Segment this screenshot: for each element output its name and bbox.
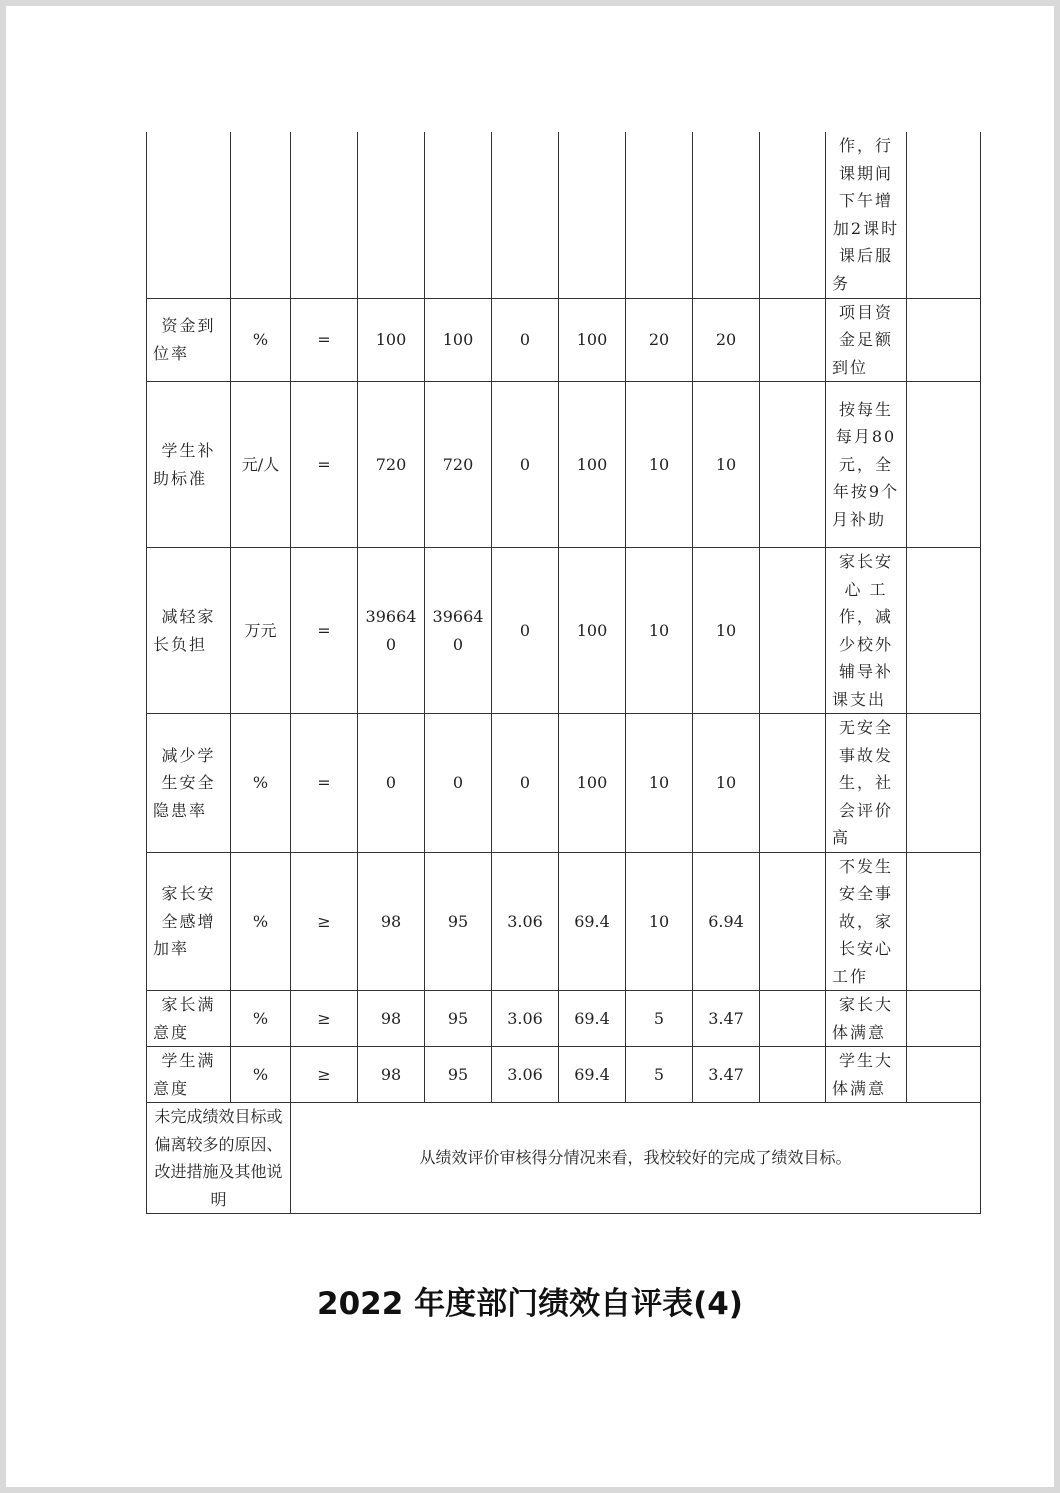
score-cell: 3.47	[693, 1047, 760, 1103]
note-cell: 家长安心 工作，减少校外辅导补课支出	[826, 548, 907, 714]
deviation-cell: 0	[492, 382, 559, 548]
operator-cell: =	[291, 382, 358, 548]
indicator-name: 资金到位率	[147, 298, 231, 382]
rate-cell: 69.4	[559, 852, 626, 991]
target-cell: 396640	[358, 548, 425, 714]
operator-cell: =	[291, 548, 358, 714]
operator-cell: ≥	[291, 991, 358, 1047]
unit-cell: %	[231, 852, 291, 991]
operator-cell: ≥	[291, 852, 358, 991]
note-cell: 不发生安全事故，家长安心工作	[826, 852, 907, 991]
table-row	[147, 991, 981, 1047]
target-cell: 98	[358, 1047, 425, 1103]
note-cell: 项目资金足额到位	[826, 298, 907, 382]
rate-cell: 100	[559, 714, 626, 853]
weight-cell: 10	[626, 382, 693, 548]
weight-cell: 5	[626, 991, 693, 1047]
table-row	[147, 714, 981, 853]
weight-cell: 10	[626, 548, 693, 714]
actual-cell: 95	[425, 1047, 492, 1103]
operator-cell: ≥	[291, 1047, 358, 1103]
unit-cell: 万元	[231, 548, 291, 714]
table-row	[147, 548, 981, 714]
weight-cell: 10	[626, 852, 693, 991]
deviation-cell: 0	[492, 714, 559, 853]
operator-cell: =	[291, 714, 358, 853]
note-cell: 按每生每月80元，全年按9个月补助	[826, 382, 907, 548]
rate-cell: 69.4	[559, 991, 626, 1047]
deviation-cell: 3.06	[492, 852, 559, 991]
table-row	[147, 298, 981, 382]
note-cell: 无安全事故发生，社会评价高	[826, 714, 907, 853]
table-row	[147, 1047, 981, 1103]
unit-cell: %	[231, 298, 291, 382]
summary-label: 未完成绩效目标或偏离较多的原因、改进措施及其他说明	[147, 1103, 291, 1214]
weight-cell: 10	[626, 714, 693, 853]
rate-cell: 100	[559, 298, 626, 382]
target-cell: 100	[358, 298, 425, 382]
actual-cell: 396640	[425, 548, 492, 714]
target-cell: 98	[358, 991, 425, 1047]
indicator-name: 减少学生安全隐患率	[147, 714, 231, 853]
unit-cell: %	[231, 714, 291, 853]
performance-table	[146, 132, 981, 1214]
score-cell: 3.47	[693, 991, 760, 1047]
page-title: 2022 年度部门绩效自评表(4)	[317, 1286, 743, 1322]
score-cell: 20	[693, 298, 760, 382]
actual-cell: 95	[425, 852, 492, 991]
score-cell: 10	[693, 714, 760, 853]
summary-row	[147, 1103, 981, 1214]
rate-cell: 100	[559, 548, 626, 714]
operator-cell: =	[291, 298, 358, 382]
actual-cell: 720	[425, 382, 492, 548]
target-cell: 98	[358, 852, 425, 991]
note-cell: 学生大体满意	[826, 1047, 907, 1103]
document-page	[6, 6, 1054, 1487]
deviation-cell: 0	[492, 298, 559, 382]
actual-cell: 0	[425, 714, 492, 853]
score-cell: 6.94	[693, 852, 760, 991]
actual-cell: 100	[425, 298, 492, 382]
indicator-name: 家长满意度	[147, 991, 231, 1047]
weight-cell: 20	[626, 298, 693, 382]
deviation-cell: 3.06	[492, 1047, 559, 1103]
rate-cell: 69.4	[559, 1047, 626, 1103]
score-cell: 10	[693, 382, 760, 548]
note-cell: 家长大体满意	[826, 991, 907, 1047]
rate-cell: 100	[559, 382, 626, 548]
indicator-name: 学生满意度	[147, 1047, 231, 1103]
indicator-name: 减轻家长负担	[147, 548, 231, 714]
unit-cell: 元/人	[231, 382, 291, 548]
summary-text: 从绩效评价审核得分情况来看，我校较好的完成了绩效目标。	[291, 1103, 981, 1214]
table-row	[147, 132, 981, 298]
indicator-name: 学生补助标准	[147, 382, 231, 548]
table-row	[147, 852, 981, 991]
actual-cell: 95	[425, 991, 492, 1047]
deviation-cell: 3.06	[492, 991, 559, 1047]
unit-cell: %	[231, 991, 291, 1047]
target-cell: 0	[358, 714, 425, 853]
unit-cell: %	[231, 1047, 291, 1103]
table-row	[147, 382, 981, 548]
score-cell: 10	[693, 548, 760, 714]
weight-cell: 5	[626, 1047, 693, 1103]
deviation-cell: 0	[492, 548, 559, 714]
indicator-name: 家长安全感增加率	[147, 852, 231, 991]
note-cell: 作，行课期间下午增加2课时课后服务	[826, 132, 907, 298]
target-cell: 720	[358, 382, 425, 548]
